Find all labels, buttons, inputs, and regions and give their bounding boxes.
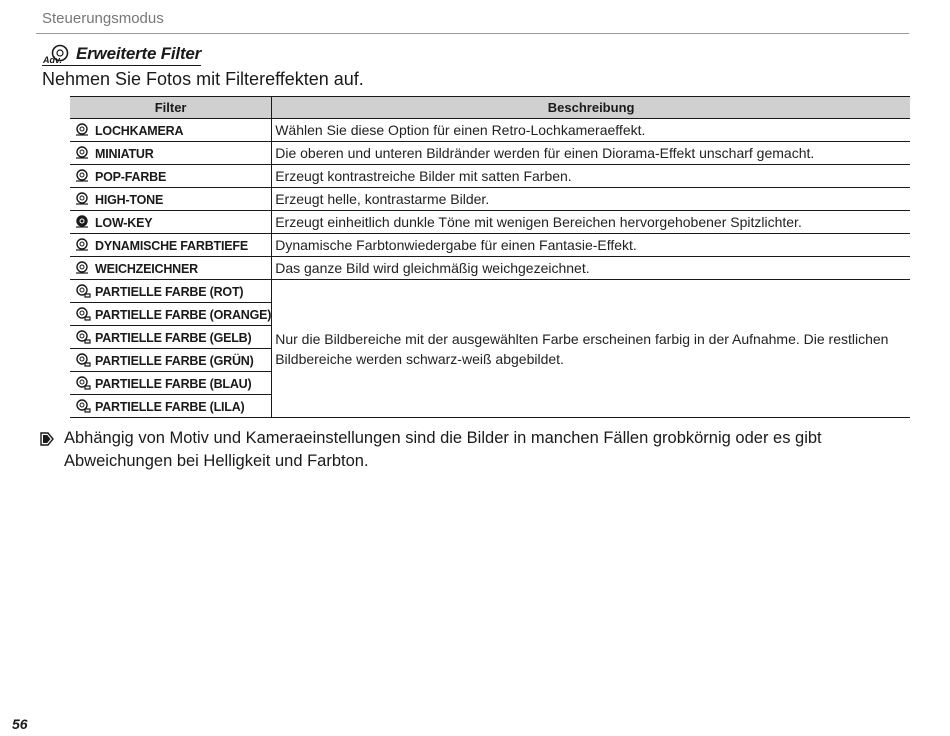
pop-color-filter-icon: [73, 169, 91, 183]
filter-name: PARTIELLE FARBE (GELB): [95, 330, 252, 345]
filter-name-cell: [70, 188, 272, 211]
column-header-filter: Filter: [70, 97, 272, 119]
filter-name: PARTIELLE FARBE (BLAU): [95, 376, 252, 391]
filter-description: Wählen Sie diese Option für einen Retro-Lochkameraeffekt.: [272, 119, 910, 142]
filter-table: [70, 96, 910, 418]
filter-description: Das ganze Bild wird gleichmäßig weichgezeichnet.: [272, 257, 910, 280]
filter-name-cell: [70, 349, 272, 372]
low-key-filter-icon: [73, 215, 91, 229]
adv-mode-icon: [42, 44, 72, 64]
section-subtitle: Nehmen Sie Fotos mit Filtereffekten auf.: [42, 69, 364, 89]
svg-text:Adv.: Adv.: [43, 55, 63, 64]
partial-color-green-icon: [73, 353, 91, 367]
filter-name: DYNAMISCHE FARBTIEFE: [95, 238, 248, 253]
filter-name-cell: [70, 211, 272, 234]
soft-focus-filter-icon: [73, 261, 91, 275]
table-row: [70, 234, 910, 257]
table-row: [70, 280, 910, 303]
section-header: Steuerungsmodus: [42, 10, 164, 27]
filter-description: Erzeugt einheitlich dunkle Töne mit wenigen Bereichen hervorgehobener Spitzlichter.: [272, 211, 910, 234]
filter-description: Erzeugt helle, kontrastarme Bilder.: [272, 188, 910, 211]
filter-description: Die oberen und unteren Bildränder werden für einen Diorama-Effekt unscharf gemacht.: [272, 142, 910, 165]
header-divider: [36, 33, 909, 34]
filter-name: HIGH-TONE: [95, 192, 164, 207]
filter-name-cell: [70, 142, 272, 165]
filter-name-cell: [70, 372, 272, 395]
filter-name: LOW-KEY: [95, 215, 153, 230]
table-row: [70, 188, 910, 211]
filter-name-cell: [70, 326, 272, 349]
page-number: 56: [12, 716, 28, 732]
dynamic-tone-filter-icon: [73, 238, 91, 252]
table-row: [70, 119, 910, 142]
filter-name: PARTIELLE FARBE (LILA): [95, 399, 245, 414]
partial-color-description: Nur die Bildbereiche mit der ausgewählten Farbe erscheinen farbig in der Aufnahme. Die restlichen Bildbereiche werden schwarz-weiß abgebildet.: [272, 280, 910, 418]
table-row: [70, 142, 910, 165]
table-row: [70, 211, 910, 234]
note-text: Abhängig von Motiv und Kameraeinstellungen sind die Bilder in manchen Fällen grobkörnig oder es gibt Abweichungen bei Helligkeit und Farbton.: [64, 429, 822, 470]
filter-name-cell: [70, 280, 272, 303]
partial-color-orange-icon: [73, 307, 91, 321]
filter-description: Erzeugt kontrastreiche Bilder mit satten Farben.: [272, 165, 910, 188]
filter-name: PARTIELLE FARBE (ORANGE): [95, 307, 272, 322]
table-row: [70, 257, 910, 280]
table-header-row: [70, 97, 910, 119]
filter-name: LOCHKAMERA: [95, 123, 184, 138]
note: [40, 427, 900, 473]
filter-name: POP-FARBE: [95, 169, 167, 184]
filter-name-cell: [70, 303, 272, 326]
partial-color-purple-icon: [73, 399, 91, 413]
filter-name: PARTIELLE FARBE (ROT): [95, 284, 244, 299]
table-row: [70, 165, 910, 188]
section-title-text: Erweiterte Filter: [76, 44, 202, 63]
miniature-filter-icon: [73, 146, 91, 160]
partial-color-red-icon: [73, 284, 91, 298]
filter-description: Dynamische Farbtonwiedergabe für einen Fantasie-Effekt.: [272, 234, 910, 257]
partial-color-blue-icon: [73, 376, 91, 390]
partial-color-yellow-icon: [73, 330, 91, 344]
filter-name-cell: [70, 395, 272, 418]
toy-camera-filter-icon: [73, 123, 91, 137]
filter-name: WEICHZEICHNER: [95, 261, 198, 276]
high-key-filter-icon: [73, 192, 91, 206]
section-title: [42, 44, 201, 66]
note-icon: [40, 432, 54, 446]
column-header-description: Beschreibung: [272, 97, 910, 119]
filter-name-cell: [70, 165, 272, 188]
filter-name-cell: [70, 119, 272, 142]
filter-name: MINIATUR: [95, 146, 154, 161]
filter-name: PARTIELLE FARBE (GRÜN): [95, 353, 254, 368]
filter-name-cell: [70, 257, 272, 280]
filter-name-cell: [70, 234, 272, 257]
